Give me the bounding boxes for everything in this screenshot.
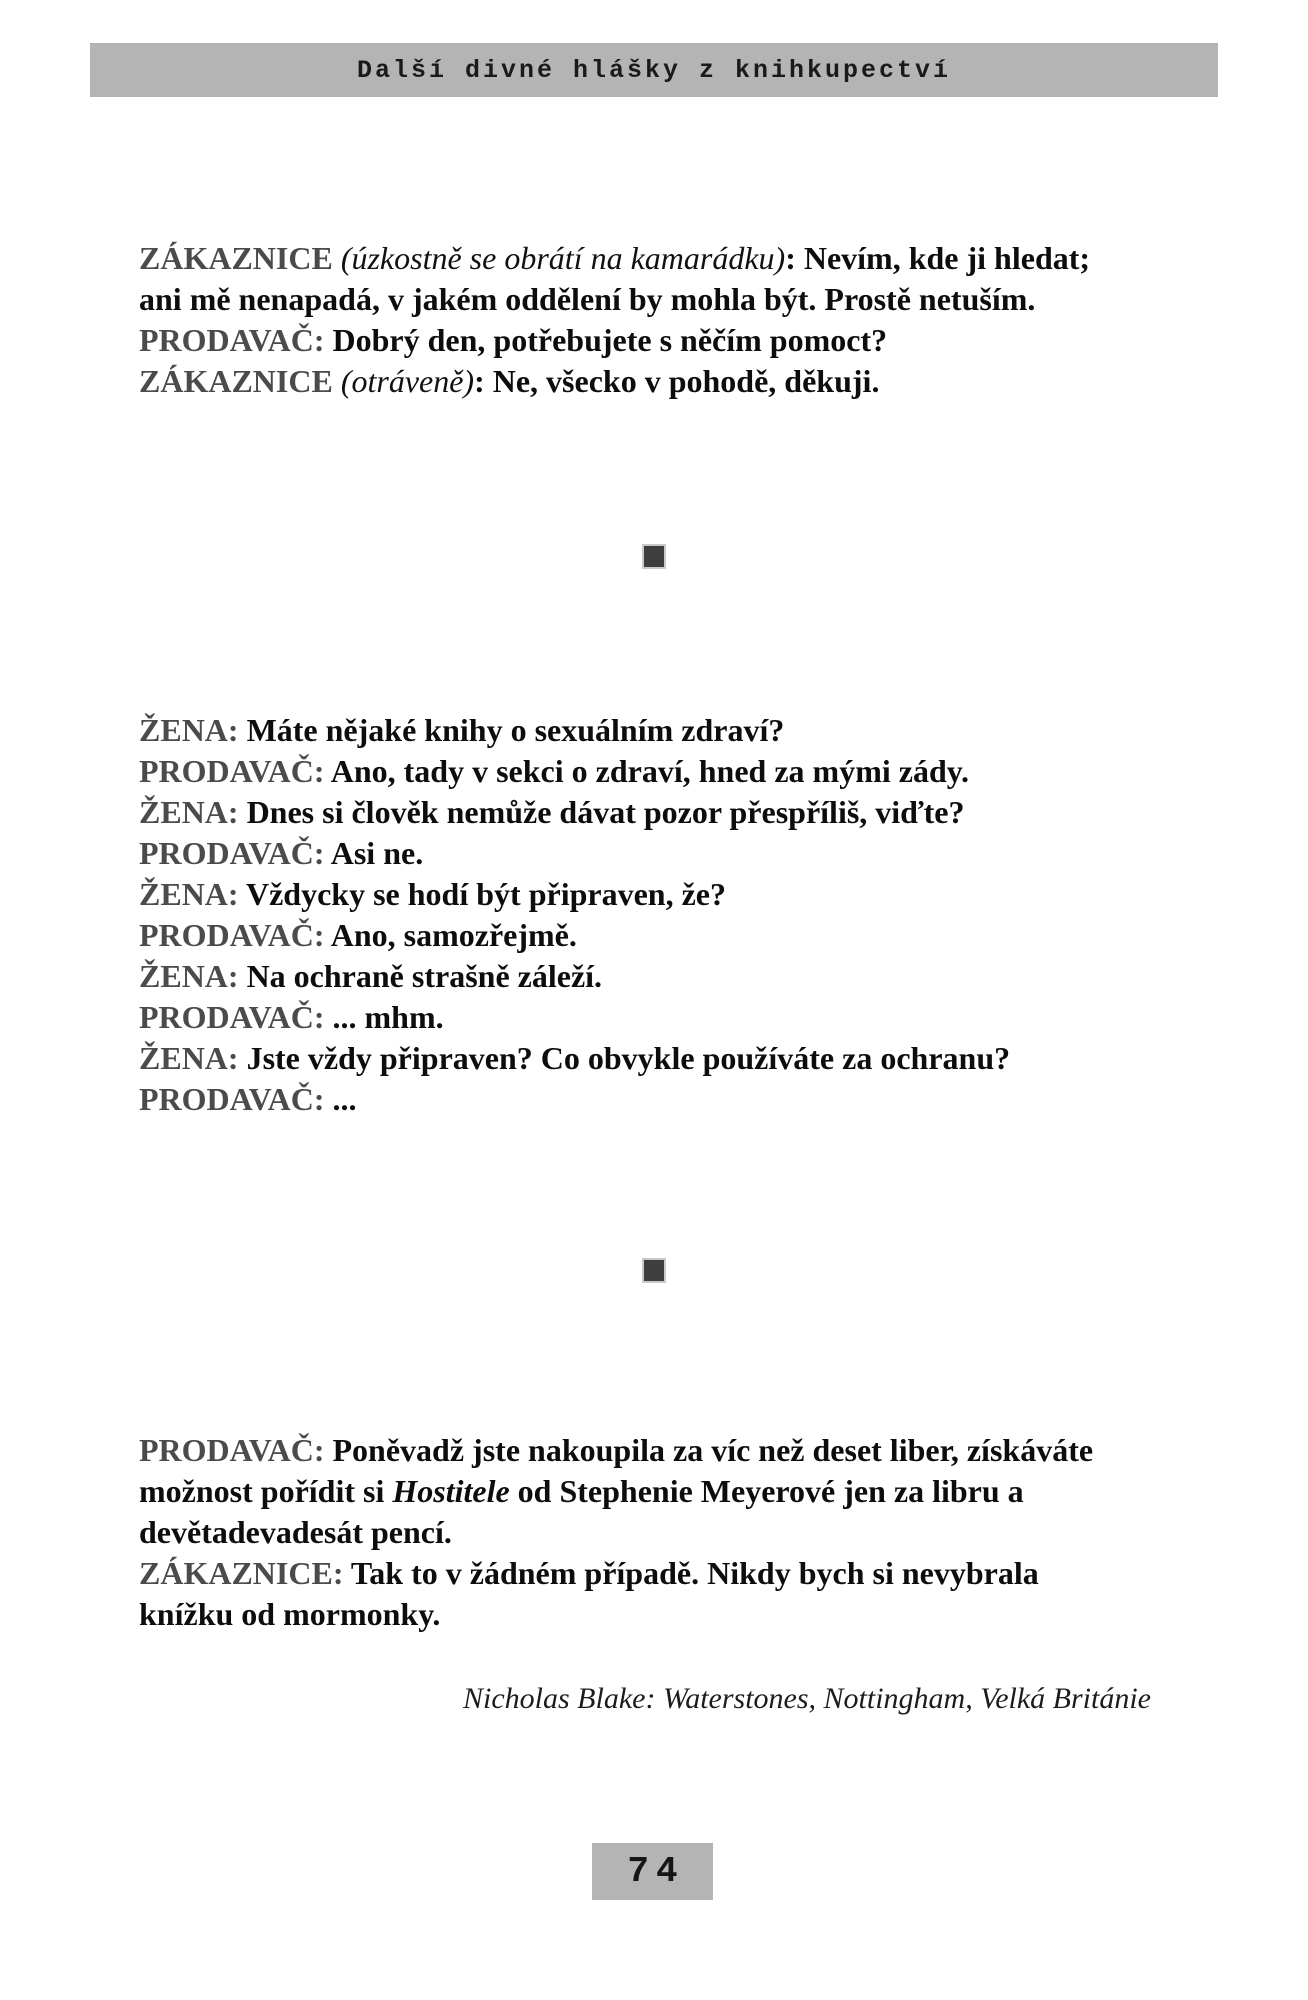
dialogue-text: ani mě nenapadá, v jakém oddělení by mohla být. Prostě netuším.	[139, 281, 1036, 317]
dialogue-text: ...	[332, 1081, 357, 1117]
dialogue-text: Máte nějaké knihy o sexuálním zdraví?	[246, 712, 785, 748]
dialogue-line	[139, 279, 1169, 320]
dialogue-block	[139, 710, 1169, 1120]
dialogue-line	[139, 361, 1169, 402]
dialogue-text: Tak to v žádném případě. Nikdy bych si nevybrala	[350, 1555, 1039, 1591]
dialogue-line	[139, 833, 1169, 874]
dialogue-text: knížku od mormonky.	[139, 1596, 441, 1632]
dialogue-line	[139, 915, 1169, 956]
stage-direction: (úzkostně se obrátí na kamarádku)	[340, 240, 786, 276]
dialogue-line	[139, 792, 1169, 833]
page-number-box	[592, 1843, 713, 1900]
dialogue-line	[139, 1079, 1169, 1120]
dialogue-text: : Ne, všecko v pohodě, děkuji.	[474, 363, 880, 399]
page-number: 74	[627, 1851, 685, 1892]
speaker-label: ZÁKAZNICE	[139, 363, 341, 399]
speaker-label: PRODAVAČ:	[139, 753, 331, 789]
dialogue-text: Asi ne.	[330, 835, 424, 871]
dialogue-line	[139, 956, 1169, 997]
dialogue-text: Dnes si člověk nemůže dávat pozor přespříliš, viďte?	[246, 794, 965, 830]
dialogue-line	[139, 1512, 1169, 1553]
speaker-label: ŽENA:	[139, 958, 247, 994]
speaker-label: ZÁKAZNICE:	[139, 1555, 351, 1591]
speaker-label: ŽENA:	[139, 712, 247, 748]
dialogue-block	[139, 1430, 1169, 1635]
dialogue-text: devětadevadesát pencí.	[139, 1514, 452, 1550]
dialogue-line	[139, 1038, 1169, 1079]
chapter-header-bar	[90, 43, 1218, 97]
chapter-title: Další divné hlášky z knihkupectví	[356, 55, 952, 85]
book-title: Hostitele	[392, 1473, 510, 1509]
speaker-label: ŽENA:	[139, 876, 246, 912]
stage-direction: (otráveně)	[340, 363, 475, 399]
dialogue-line	[139, 751, 1169, 792]
dialogue-line	[139, 874, 1169, 915]
dialogue-text: od Stephenie Meyerové jen za libru a	[509, 1473, 1024, 1509]
dialogue-text: možnost pořídit si	[139, 1473, 393, 1509]
speaker-label: PRODAVAČ:	[139, 999, 333, 1035]
dialogue-text: : Nevím, kde ji hledat;	[785, 240, 1091, 276]
section-separator-square-icon	[642, 544, 666, 569]
dialogue-line	[139, 710, 1169, 751]
dialogue-line	[139, 997, 1169, 1038]
dialogue-block	[139, 238, 1169, 402]
speaker-label: ŽENA:	[139, 794, 247, 830]
speaker-label: PRODAVAČ:	[139, 1081, 333, 1117]
dialogue-line	[139, 238, 1169, 279]
dialogue-text: Ano, tady v sekci o zdraví, hned za mými zády.	[330, 753, 969, 789]
section-separator-square-icon	[642, 1258, 666, 1283]
speaker-label: PRODAVAČ:	[139, 1432, 333, 1468]
dialogue-line	[139, 1594, 1169, 1635]
dialogue-text: Ano, samozřejmě.	[330, 917, 577, 953]
dialogue-text: Na ochraně strašně záleží.	[246, 958, 603, 994]
dialogue-line	[139, 1553, 1169, 1594]
dialogue-text: Poněvadž jste nakoupila za víc než deset liber, získáváte	[332, 1432, 1094, 1468]
speaker-label: PRODAVAČ:	[139, 835, 331, 871]
dialogue-text: Dobrý den, potřebujete s něčím pomoct?	[332, 322, 888, 358]
dialogue-line	[139, 1471, 1169, 1512]
dialogue-line	[139, 1430, 1169, 1471]
dialogue-line	[139, 320, 1169, 361]
speaker-label: PRODAVAČ:	[139, 917, 331, 953]
speaker-label: ŽENA:	[139, 1040, 247, 1076]
speaker-label: ZÁKAZNICE	[139, 240, 341, 276]
dialogue-text: Vždycky se hodí být připraven, že?	[245, 876, 726, 912]
speaker-label: PRODAVAČ:	[139, 322, 333, 358]
dialogue-text: ... mhm.	[332, 999, 444, 1035]
source-attribution: Nicholas Blake: Waterstones, Nottingham, Velká Británie	[463, 1682, 1151, 1715]
dialogue-text: Jste vždy připraven? Co obvykle používáte za ochranu?	[246, 1040, 1011, 1076]
